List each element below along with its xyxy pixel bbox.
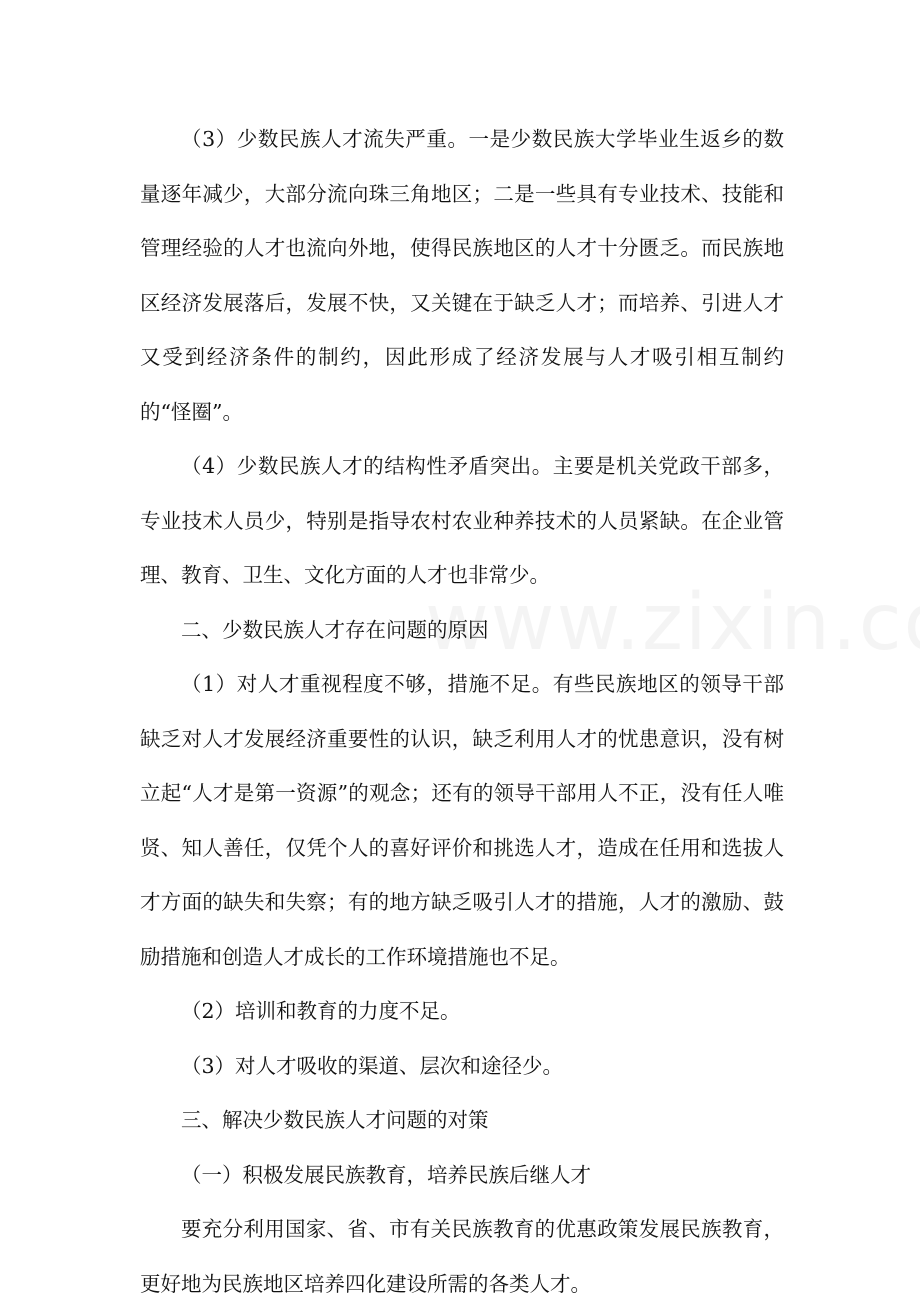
section-heading-countermeasures: 三、解决少数民族人才问题的对策 bbox=[181, 1108, 489, 1132]
paragraph-structural-contradiction: （4）少数民族人才的结构性矛盾突出。主要是机关党政干部多，专业技术人员少，特别是指导农村农业种养技术的人员紧缺。在企业管理、教育、卫生、文化方面的人才也非常少。 bbox=[140, 454, 784, 587]
document-body bbox=[140, 112, 784, 1311]
paragraph-training-insufficient: （2）培训和教育的力度不足。 bbox=[181, 999, 461, 1023]
paragraph-insufficient-attention: （1）对人才重视程度不够，措施不足。有些民族地区的领导干部缺乏对人才发展经济重要性的认识，缺乏利用人才的忧患意识，没有树立起“人才是第一资源”的观念；还有的领导干部用人不正，没有任人唯贤、知人善任，仅凭个人的喜好评价和挑选人才，造成在任用和选拔人才方面的缺失和失察；有的地方缺乏吸引人才的措施，人才的激励、鼓励措施和创造人才成长的工作环境措施也不足。 bbox=[140, 672, 784, 969]
section-heading-causes: 二、少数民族人才存在问题的原因 bbox=[181, 617, 489, 642]
paragraph-education-policy: 要充分利用国家、省、市有关民族教育的优惠政策发展民族教育，更好地为民族地区培养四化建设所需的各类人才。 bbox=[140, 1217, 784, 1296]
paragraph-few-channels: （3）对人才吸收的渠道、层次和途径少。 bbox=[181, 1053, 564, 1078]
subheading-develop-education: （一）积极发展民族教育，培养民族后继人才 bbox=[181, 1162, 591, 1187]
paragraph-talent-loss: （3）少数民族人才流失严重。一是少数民族大学毕业生返乡的数量逐年减少，大部分流向珠三角地区；二是一些具有专业技术、技能和管理经验的人才也流向外地，使得民族地区的人才十分匮乏。而民族地区经济发展落后，发展不快，又关键在于缺乏人才；而培养、引进人才又受到经济条件的制约，因此形成了经济发展与人才吸引相互制约的“怪圈”。 bbox=[140, 127, 784, 424]
